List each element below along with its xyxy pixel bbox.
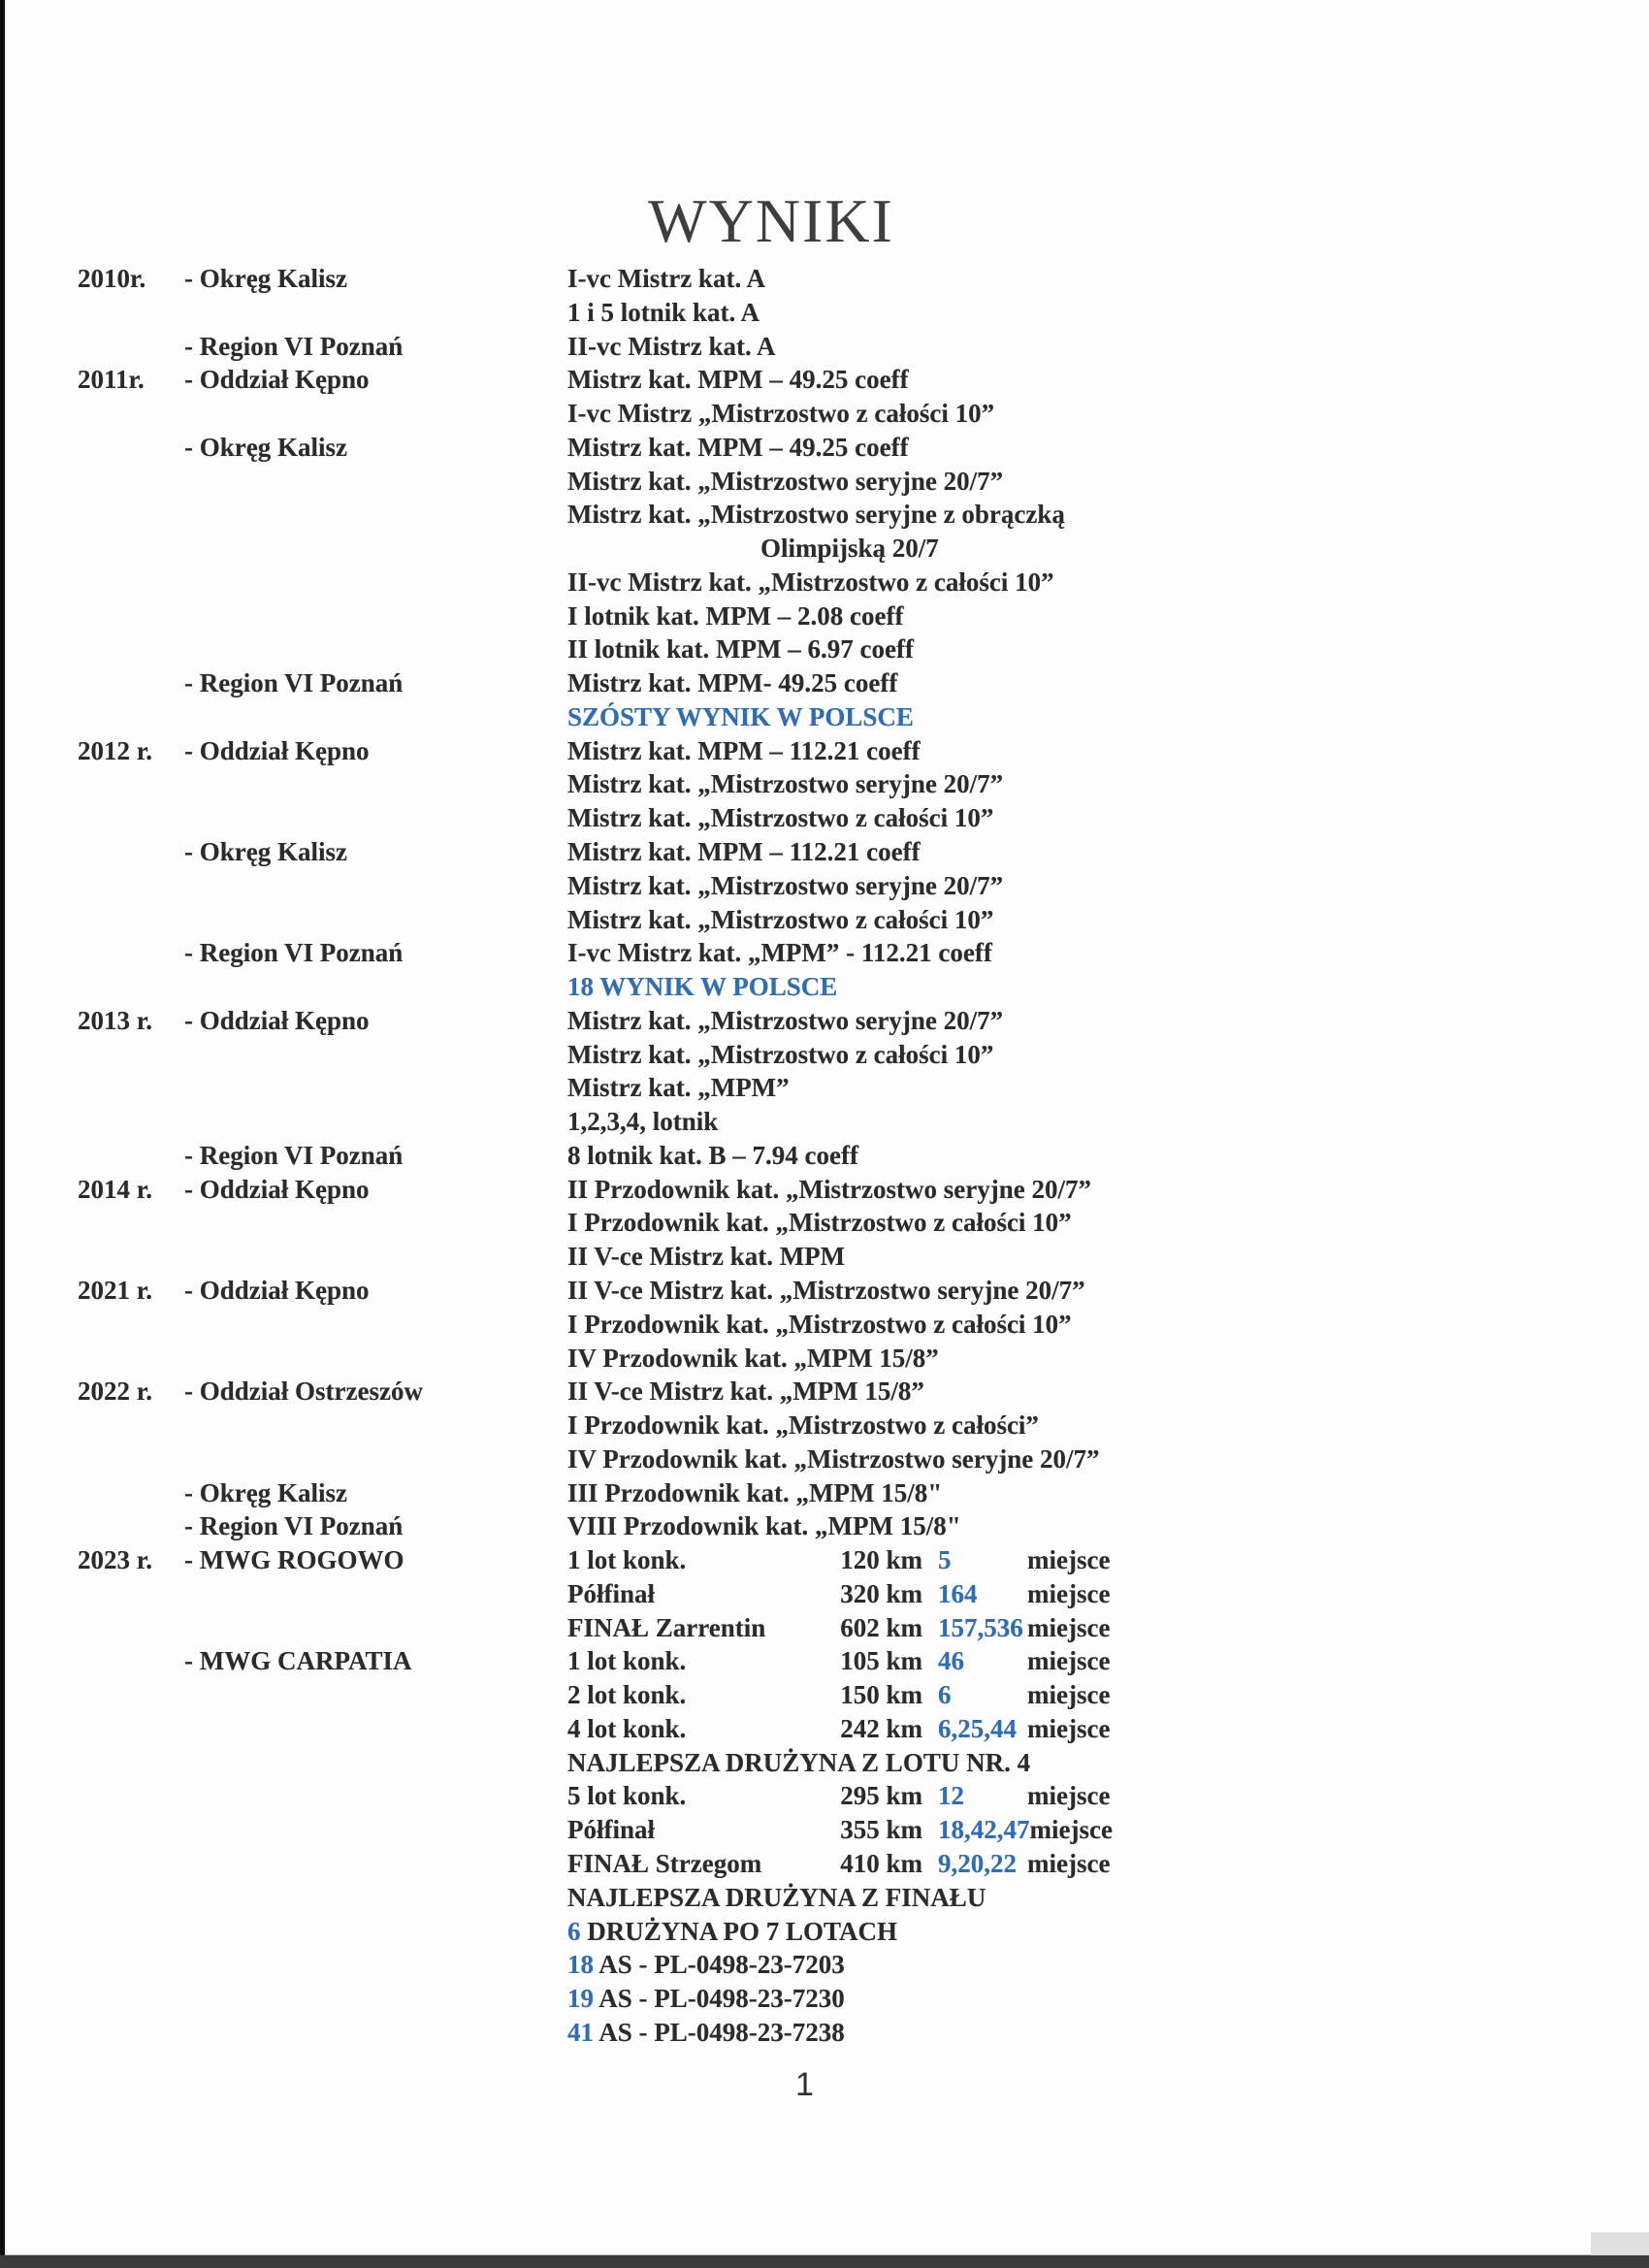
result-row	[0, 601, 1649, 635]
result-text: 8 lotnik kat. B – 7.94 coeff	[567, 1140, 858, 1170]
flight-result	[567, 1849, 1110, 1879]
result-row	[0, 668, 1649, 702]
result-text: 1,2,3,4, lotnik	[567, 1107, 719, 1137]
result-text: I-vc Mistrz „Mistrzostwo z całości 10”	[567, 399, 995, 429]
flight-result	[567, 1545, 1110, 1575]
flight-place-number: 18,42,47	[938, 1815, 1030, 1845]
result-text: I Przodownik kat. „Mistrzostwo z całości”	[567, 1410, 1039, 1441]
result-text: Mistrz kat. MPM – 112.21 coeff	[567, 735, 921, 765]
location-label: - Region VI Poznań	[184, 331, 404, 361]
result-row	[0, 1107, 1649, 1141]
flight-place-word: miejsce	[1027, 1848, 1111, 1878]
result-row	[0, 803, 1649, 837]
result-text: I Przodownik kat. „Mistrzostwo z całości 10”	[567, 1309, 1072, 1339]
year-label: 2013 r.	[78, 1005, 153, 1035]
result-row	[0, 1781, 1649, 1815]
result-row	[0, 1646, 1649, 1680]
location-label: - Okręg Kalisz	[184, 1477, 347, 1507]
result-row	[0, 2018, 1649, 2052]
flight-label: 5 lot konk.	[567, 1781, 687, 1811]
result-text: Mistrz kat. MPM – 49.25 coeff	[567, 365, 909, 395]
result-row	[0, 1344, 1649, 1377]
flight-place-word: miejsce	[1027, 1612, 1111, 1642]
result-text: II-vc Mistrz kat. A	[567, 331, 776, 361]
location-label: - Oddział Kępno	[184, 365, 370, 395]
result-row	[0, 1748, 1649, 1782]
result-text: II-vc Mistrz kat. „Mistrzostwo z całości 10”	[567, 567, 1054, 597]
flight-distance: 295 km	[840, 1781, 922, 1811]
year-label: 2012 r.	[78, 735, 153, 765]
result-text: II Przodownik kat. „Mistrzostwo seryjne 20/7”	[567, 1174, 1091, 1204]
flight-distance: 355 km	[840, 1815, 922, 1845]
result-text: NAJLEPSZA DRUŻYNA Z FINAŁU	[567, 1882, 986, 1912]
result-text: Mistrz kat. „Mistrzostwo seryjne z obrączką	[567, 500, 1065, 530]
result-text: III Przodownik kat. „MPM 15/8"	[567, 1477, 943, 1507]
flight-place-word: miejsce	[1027, 1578, 1111, 1608]
location-label: - Oddział Kępno	[184, 1275, 370, 1305]
flight-result	[567, 1680, 1110, 1710]
result-row	[0, 736, 1649, 770]
result-text: NAJLEPSZA DRUŻYNA Z LOTU NR. 4	[567, 1747, 1031, 1777]
result-row	[0, 1073, 1649, 1107]
flight-result	[567, 1613, 1110, 1643]
location-label: - Region VI Poznań	[184, 1511, 404, 1541]
flight-result	[567, 1815, 1113, 1845]
flight-label: Półfinał	[567, 1815, 656, 1845]
result-row	[0, 534, 1649, 567]
result-row	[0, 298, 1649, 332]
flight-place-number: 9,20,22	[938, 1848, 1017, 1878]
result-text: Mistrz kat. „MPM”	[567, 1073, 790, 1103]
result-text: VIII Przodownik kat. „MPM 15/8"	[567, 1511, 961, 1541]
results-list	[0, 264, 1649, 2052]
result-row	[0, 1545, 1649, 1579]
result-row	[0, 1276, 1649, 1310]
result-row	[0, 1141, 1649, 1175]
location-label: - Region VI Poznań	[184, 1140, 404, 1170]
result-text: Mistrz kat. „Mistrzostwo z całości 10”	[567, 1039, 994, 1069]
flight-place-number: 6	[938, 1680, 952, 1710]
result-text: I lotnik kat. MPM – 2.08 coeff	[567, 600, 904, 631]
location-label: - MWG CARPATIA	[184, 1646, 412, 1676]
location-label: - Oddział Kępno	[184, 1005, 370, 1035]
flight-distance: 242 km	[840, 1713, 922, 1743]
flight-distance: 105 km	[840, 1646, 922, 1676]
result-row	[0, 1175, 1649, 1209]
highlight-result-text: SZÓSTY WYNIK W POLSCE	[567, 701, 914, 731]
location-label: - Okręg Kalisz	[184, 837, 347, 867]
location-label: - Okręg Kalisz	[184, 264, 347, 293]
flight-label: 1 lot konk.	[567, 1646, 687, 1676]
location-label: - Region VI Poznań	[184, 668, 404, 698]
result-row	[0, 938, 1649, 972]
location-label: - Okręg Kalisz	[184, 432, 347, 462]
result-text: Olimpijską 20/7	[760, 534, 939, 564]
result-text: Mistrz kat. MPM – 112.21 coeff	[567, 837, 921, 867]
flight-place-number: 5	[938, 1545, 952, 1575]
result-row	[0, 905, 1649, 939]
year-label: 2021 r.	[78, 1275, 153, 1305]
result-row	[0, 1849, 1649, 1883]
result-text: Mistrz kat. „Mistrzostwo seryjne 20/7”	[567, 870, 1004, 900]
result-row	[0, 1377, 1649, 1410]
result-text: II V-ce Mistrz kat. „Mistrzostwo seryjne 20/7”	[567, 1275, 1085, 1305]
result-text: 1 i 5 lotnik kat. A	[567, 297, 760, 327]
result-row	[0, 1208, 1649, 1242]
result-row	[0, 433, 1649, 467]
result-row	[0, 1511, 1649, 1545]
result-text: 19 AS - PL-0498-23-7230	[567, 1984, 845, 2014]
flight-place-word: miejsce	[1027, 1781, 1111, 1811]
page-number: 1	[795, 2066, 814, 2103]
result-row	[0, 500, 1649, 534]
flight-result	[567, 1714, 1110, 1744]
result-text: II V-ce Mistrz kat. MPM	[567, 1242, 846, 1272]
flight-distance: 602 km	[840, 1612, 922, 1642]
flight-distance: 150 km	[840, 1680, 922, 1710]
result-row	[0, 634, 1649, 668]
flight-label: FINAŁ Strzegom	[567, 1848, 762, 1878]
flight-result	[567, 1781, 1110, 1811]
flight-label: 4 lot konk.	[567, 1713, 687, 1743]
result-row	[0, 1310, 1649, 1344]
flight-place-number: 157,536	[938, 1612, 1023, 1642]
result-row	[0, 769, 1649, 803]
result-row	[0, 467, 1649, 501]
result-text: Mistrz kat. „Mistrzostwo seryjne 20/7”	[567, 466, 1004, 496]
result-row	[0, 332, 1649, 366]
result-text: Mistrz kat. MPM- 49.25 coeff	[567, 668, 898, 698]
result-row	[0, 1410, 1649, 1444]
result-text: 6 DRUŻYNA PO 7 LOTACH	[567, 1916, 898, 1946]
result-row	[0, 1714, 1649, 1748]
result-row	[0, 399, 1649, 433]
result-text: Mistrz kat. „Mistrzostwo z całości 10”	[567, 803, 994, 833]
highlight-number: 18	[567, 1950, 594, 1980]
result-row	[0, 871, 1649, 905]
flight-label: FINAŁ Zarrentin	[567, 1612, 766, 1642]
location-label: - Oddział Ostrzeszów	[184, 1377, 423, 1407]
flight-distance: 320 km	[840, 1578, 922, 1608]
flight-place-word: miejsce	[1027, 1545, 1111, 1575]
result-row	[0, 1950, 1649, 1984]
year-label: 2022 r.	[78, 1377, 153, 1407]
result-row	[0, 1579, 1649, 1613]
result-text: Mistrz kat. MPM – 49.25 coeff	[567, 432, 909, 462]
location-label: - MWG ROGOWO	[184, 1545, 404, 1575]
highlight-number: 41	[567, 2017, 594, 2047]
flight-place-number: 164	[938, 1578, 978, 1608]
flight-place-word: miejsce	[1027, 1713, 1111, 1743]
result-row	[0, 1478, 1649, 1512]
flight-place-word: miejsce	[1027, 1646, 1111, 1676]
result-row	[0, 1444, 1649, 1478]
location-label: - Region VI Poznań	[184, 938, 404, 968]
year-label: 2014 r.	[78, 1174, 153, 1204]
flight-label: Półfinał	[567, 1578, 656, 1608]
result-text: II V-ce Mistrz kat. „MPM 15/8”	[567, 1377, 924, 1407]
result-row	[0, 1242, 1649, 1276]
scan-bottom-strip	[0, 2255, 1649, 2268]
result-text: Mistrz kat. „Mistrzostwo seryjne 20/7”	[567, 1005, 1004, 1035]
highlight-number: 19	[567, 1984, 594, 2014]
result-text: II lotnik kat. MPM – 6.97 coeff	[567, 634, 914, 664]
result-text: Mistrz kat. „Mistrzostwo z całości 10”	[567, 904, 994, 934]
year-label: 2023 r.	[78, 1545, 153, 1575]
page-title: WYNIKI	[648, 185, 894, 255]
result-row	[0, 837, 1649, 871]
result-row	[0, 264, 1649, 298]
result-text: I-vc Mistrz kat. „MPM” - 112.21 coeff	[567, 938, 992, 968]
flight-result	[567, 1646, 1110, 1676]
flight-distance: 120 km	[840, 1545, 922, 1575]
result-text: IV Przodownik kat. „MPM 15/8”	[567, 1343, 939, 1373]
flight-result	[567, 1579, 1110, 1609]
flight-label: 1 lot konk.	[567, 1545, 687, 1575]
result-text: I Przodownik kat. „Mistrzostwo z całości 10”	[567, 1208, 1072, 1238]
highlight-number: 6	[567, 1916, 581, 1946]
flight-distance: 410 km	[840, 1848, 922, 1878]
flight-label: 2 lot konk.	[567, 1680, 687, 1710]
flight-place-number: 12	[938, 1781, 964, 1811]
result-row	[0, 1613, 1649, 1647]
result-row	[0, 972, 1649, 1006]
result-row	[0, 1883, 1649, 1917]
flight-place-word: miejsce	[1027, 1680, 1111, 1710]
location-label: - Oddział Kępno	[184, 735, 370, 765]
flight-place-number: 46	[938, 1646, 964, 1676]
year-label: 2010r.	[78, 264, 146, 293]
result-row	[0, 1984, 1649, 2018]
highlight-result-text: 18 WYNIK W POLSCE	[567, 972, 838, 1002]
result-row	[0, 1006, 1649, 1040]
scan-corner-patch	[1591, 2232, 1649, 2255]
result-text: Mistrz kat. „Mistrzostwo seryjne 20/7”	[567, 769, 1004, 799]
result-row	[0, 1040, 1649, 1074]
result-text: I-vc Mistrz kat. A	[567, 264, 765, 293]
location-label: - Oddział Kępno	[184, 1174, 370, 1204]
result-row	[0, 567, 1649, 601]
result-row	[0, 1815, 1649, 1849]
result-row	[0, 1680, 1649, 1714]
year-label: 2011r.	[78, 365, 145, 395]
result-text: 18 AS - PL-0498-23-7203	[567, 1950, 845, 1980]
flight-place-word: miejsce	[1029, 1815, 1113, 1845]
result-row	[0, 1917, 1649, 1951]
result-text: IV Przodownik kat. „Mistrzostwo seryjne 20/7”	[567, 1443, 1100, 1474]
result-row	[0, 702, 1649, 736]
flight-place-number: 6,25,44	[938, 1713, 1017, 1743]
result-row	[0, 365, 1649, 399]
result-text: 41 AS - PL-0498-23-7238	[567, 2017, 845, 2047]
